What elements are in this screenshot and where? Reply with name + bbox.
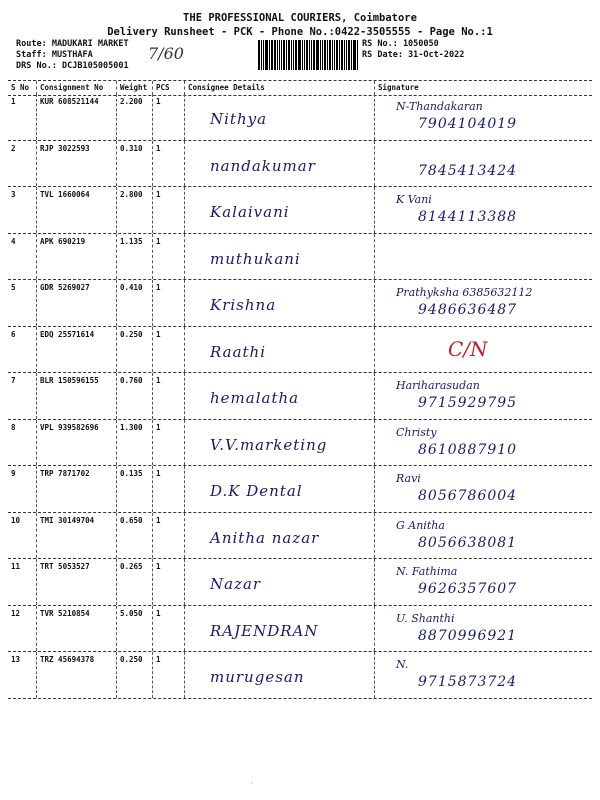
- signature-phone: 9486636487: [418, 302, 518, 318]
- row-sno: 2: [11, 143, 16, 153]
- drs-number: DRS No.: DCJB105005001: [16, 61, 129, 71]
- consignee-name: Raathi: [210, 342, 267, 361]
- table-row: [8, 234, 592, 281]
- row-sno: 5: [11, 283, 16, 292]
- header-signature: Signature: [374, 81, 592, 95]
- signature-text: N.: [396, 658, 409, 671]
- row-weight: 0.650: [116, 513, 152, 559]
- staff-label: Staff: MUSTHAFA: [16, 50, 93, 60]
- row-weight: 0.760: [116, 373, 152, 419]
- row-pcs: 1: [152, 94, 184, 140]
- table-row: [8, 373, 592, 420]
- row-consignment: GDR 5269027: [36, 280, 116, 326]
- table-body: [8, 94, 592, 699]
- row-pcs: 1: [152, 373, 184, 419]
- row-pcs: 1: [152, 466, 184, 512]
- row-consignment: TRT 5053527: [36, 559, 116, 605]
- row-sno: 1: [11, 97, 16, 106]
- table-row: [8, 187, 592, 234]
- signature-text: U. Shanthi: [396, 611, 455, 625]
- table-row: [8, 141, 592, 188]
- header-weight: Weight: [116, 81, 152, 95]
- consignee-name: hemalatha: [210, 389, 300, 407]
- row-pcs: 1: [152, 280, 184, 326]
- table-row: [8, 420, 592, 467]
- row-weight: 1.300: [116, 420, 152, 466]
- meta-right: [362, 39, 464, 61]
- row-consignment: APK 690219: [36, 234, 116, 280]
- row-pcs: 1: [152, 652, 184, 698]
- barcode-icon: [258, 40, 358, 70]
- consignee-name: Krishna: [210, 296, 277, 314]
- signature-phone: 8144113388: [418, 209, 518, 225]
- row-sno: 8: [11, 422, 16, 432]
- header-consignee: Consignee Details: [184, 81, 374, 95]
- row-sno: 10: [11, 515, 21, 525]
- row-consignment: TVL 1660064: [36, 187, 116, 233]
- row-consignment: TRZ 45694378: [36, 652, 116, 698]
- page-mark: ·: [250, 780, 254, 787]
- row-pcs: 1: [152, 187, 184, 233]
- table-row: [8, 513, 592, 560]
- signature-text: C/N: [448, 336, 488, 361]
- row-consignment: RJP 3022593: [36, 141, 116, 187]
- signature-text: N. Fathima: [396, 565, 458, 578]
- row-consignment: TMI 30149704: [36, 513, 116, 559]
- signature-phone: 7904104019: [418, 116, 518, 132]
- row-sno: 4: [11, 236, 16, 246]
- row-signature-cell: [374, 234, 592, 280]
- row-weight: 0.135: [116, 466, 152, 512]
- row-consignment: EDQ 25571614: [36, 327, 116, 373]
- signature-text: N-Thandakaran: [396, 100, 483, 113]
- table-row: [8, 280, 592, 327]
- runsheet-subtitle: Delivery Runsheet - PCK - Phone No.:0422-3505555 - Page No.:1: [107, 26, 493, 38]
- signature-text: Hariharasudan: [396, 379, 480, 392]
- table-row: [8, 559, 592, 606]
- row-sno: 6: [11, 329, 16, 339]
- signature-text: K Vani: [396, 193, 432, 206]
- signature-phone: 7845413424: [418, 162, 518, 179]
- row-consignment: BLR 150596155: [36, 373, 116, 419]
- row-weight: 5.050: [116, 606, 152, 652]
- company-title: THE PROFESSIONAL COURIERS, Coimbatore: [183, 12, 417, 24]
- signature-phone: 9715873724: [418, 674, 518, 690]
- header-sno: S No: [11, 83, 30, 92]
- runsheet-table: [8, 80, 592, 690]
- signature-text: Christy: [396, 425, 437, 439]
- consignee-name: V.V.marketing: [210, 435, 328, 454]
- row-sno: 7: [11, 376, 16, 385]
- signature-phone: 9626357607: [418, 581, 518, 597]
- row-sno: 11: [11, 562, 21, 571]
- table-row: [8, 606, 592, 653]
- row-weight: 0.265: [116, 559, 152, 605]
- row-sno: 12: [11, 608, 21, 618]
- row-consignment: TVR 5210854: [36, 606, 116, 652]
- row-weight: 0.250: [116, 652, 152, 698]
- header-pcs: PCS: [152, 81, 184, 95]
- table-row: [8, 327, 592, 374]
- signature-phone: 8610887910: [418, 441, 518, 458]
- table-row: [8, 94, 592, 141]
- route-label: Route: MADUKARI MARKET: [16, 39, 129, 49]
- rs-date: RS Date: 31-Oct-2022: [362, 50, 465, 60]
- row-pcs: 1: [152, 141, 184, 187]
- signature-phone: 9715929795: [418, 395, 518, 411]
- row-weight: 0.410: [116, 280, 152, 326]
- signature-phone: 8870996921: [418, 627, 518, 644]
- signature-phone: 8056638081: [418, 534, 518, 551]
- header-consignment: Consignment No: [36, 81, 116, 95]
- consignee-name: murugesan: [210, 668, 305, 686]
- row-weight: 2.800: [116, 187, 152, 233]
- row-pcs: 1: [152, 559, 184, 605]
- row-consignment: KUR 608521144: [36, 94, 116, 140]
- rs-number: RS No.: 1050050: [362, 39, 439, 49]
- meta-left: [16, 39, 129, 72]
- row-weight: 0.250: [116, 327, 152, 373]
- signature-text: G Anitha: [396, 518, 445, 532]
- row-pcs: 1: [152, 420, 184, 466]
- signature-text: Prathyksha 6385632112: [396, 286, 533, 299]
- row-weight: 1.135: [116, 234, 152, 280]
- consignee-name: Anitha nazar: [210, 528, 320, 547]
- row-consignment: VPL 939582696: [36, 420, 116, 466]
- signature-phone: 8056786004: [418, 488, 518, 504]
- signature-text: Ravi: [396, 472, 421, 485]
- consignee-name: nandakumar: [210, 156, 316, 175]
- handwritten-note: 7/60: [148, 44, 184, 63]
- row-sno: 3: [11, 190, 16, 199]
- consignee-name: Nithya: [210, 110, 268, 128]
- consignee-name: Kalaivani: [210, 203, 290, 221]
- row-weight: 2.200: [116, 94, 152, 140]
- table-row: [8, 466, 592, 513]
- consignee-name: RAJENDRAN: [210, 621, 319, 640]
- row-consignment: TRP 7871702: [36, 466, 116, 512]
- row-weight: 0.310: [116, 141, 152, 187]
- consignee-name: muthukani: [210, 249, 301, 268]
- consignee-name: Nazar: [210, 575, 262, 593]
- row-pcs: 1: [152, 327, 184, 373]
- table-row: [8, 652, 592, 699]
- row-pcs: 1: [152, 606, 184, 652]
- row-sno: 9: [11, 469, 16, 478]
- consignee-name: D.K Dental: [210, 482, 303, 500]
- row-pcs: 1: [152, 234, 184, 280]
- row-sno: 13: [11, 655, 21, 664]
- row-pcs: 1: [152, 513, 184, 559]
